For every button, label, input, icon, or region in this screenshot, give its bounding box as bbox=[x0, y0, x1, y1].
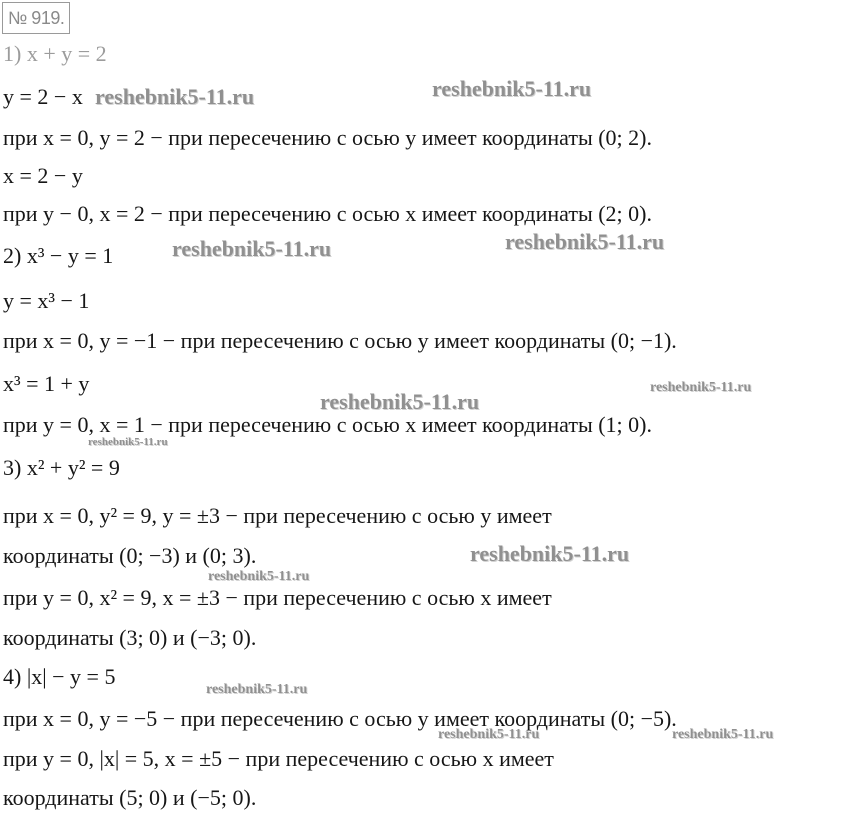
task-3-y-axis-intersection: при x = 0, y² = 9, y = ±3 − при пересечению с осью y имеет bbox=[3, 503, 552, 528]
task-1-x-axis-intersection: при y − 0, x = 2 − при пересечению с осью x имеет координаты (2; 0). bbox=[3, 201, 652, 226]
problem-number-badge: № 919. bbox=[2, 2, 70, 34]
watermark: reshebnik5-11.ru bbox=[470, 541, 630, 566]
task-2-x-axis-intersection: при y = 0, x = 1 − при пересечению с осью x имеет координаты (1; 0). bbox=[3, 412, 652, 437]
task-2-y-axis-intersection: при x = 0, y = −1 − при пересечению с осью y имеет координаты (0; −1). bbox=[3, 328, 677, 353]
watermark: reshebnik5-11.ru bbox=[88, 436, 168, 448]
task-4-x-axis-intersection: при y = 0, |x| = 5, x = ±5 − при пересечению с осью x имеет bbox=[3, 746, 554, 771]
watermark: reshebnik5-11.ru bbox=[95, 84, 255, 109]
task-3-y-axis-coordinates: координаты (0; −3) и (0; 3). bbox=[3, 543, 257, 568]
watermark: reshebnik5-11.ru bbox=[172, 236, 332, 261]
task-2-y-expression: y = x³ − 1 bbox=[3, 288, 90, 313]
task-4-y-axis-intersection: при x = 0, y = −5 − при пересечению с осью y имеет координаты (0; −5). bbox=[3, 706, 677, 731]
watermark: reshebnik5-11.ru bbox=[505, 229, 665, 254]
watermark: reshebnik5-11.ru bbox=[438, 727, 540, 742]
task-1-x-expression: x = 2 − y bbox=[3, 163, 83, 188]
task-2-x-expression: x³ = 1 + y bbox=[3, 371, 90, 396]
task-2-equation: 2) x³ − y = 1 bbox=[3, 243, 114, 268]
task-4-equation: 4) |x| − y = 5 bbox=[3, 664, 116, 689]
watermark: reshebnik5-11.ru bbox=[672, 727, 774, 742]
task-1-y-axis-intersection: при x = 0, y = 2 − при пересечению с осью y имеет координаты (0; 2). bbox=[3, 125, 652, 150]
task-3-x-axis-intersection: при y = 0, x² = 9, x = ±3 − при пересечению с осью x имеет bbox=[3, 585, 552, 610]
task-3-x-axis-coordinates: координаты (3; 0) и (−3; 0). bbox=[3, 625, 257, 650]
task-4-x-axis-coordinates: координаты (5; 0) и (−5; 0). bbox=[3, 785, 257, 810]
watermark: reshebnik5-11.ru bbox=[320, 389, 480, 414]
task-3-equation: 3) x² + y² = 9 bbox=[3, 455, 120, 480]
task-1-equation: 1) x + y = 2 bbox=[3, 41, 107, 66]
task-1-y-expression: y = 2 − x bbox=[3, 84, 83, 109]
watermark: reshebnik5-11.ru bbox=[208, 569, 310, 584]
watermark: reshebnik5-11.ru bbox=[432, 76, 592, 101]
watermark: reshebnik5-11.ru bbox=[650, 380, 752, 395]
watermark: reshebnik5-11.ru bbox=[206, 682, 308, 697]
